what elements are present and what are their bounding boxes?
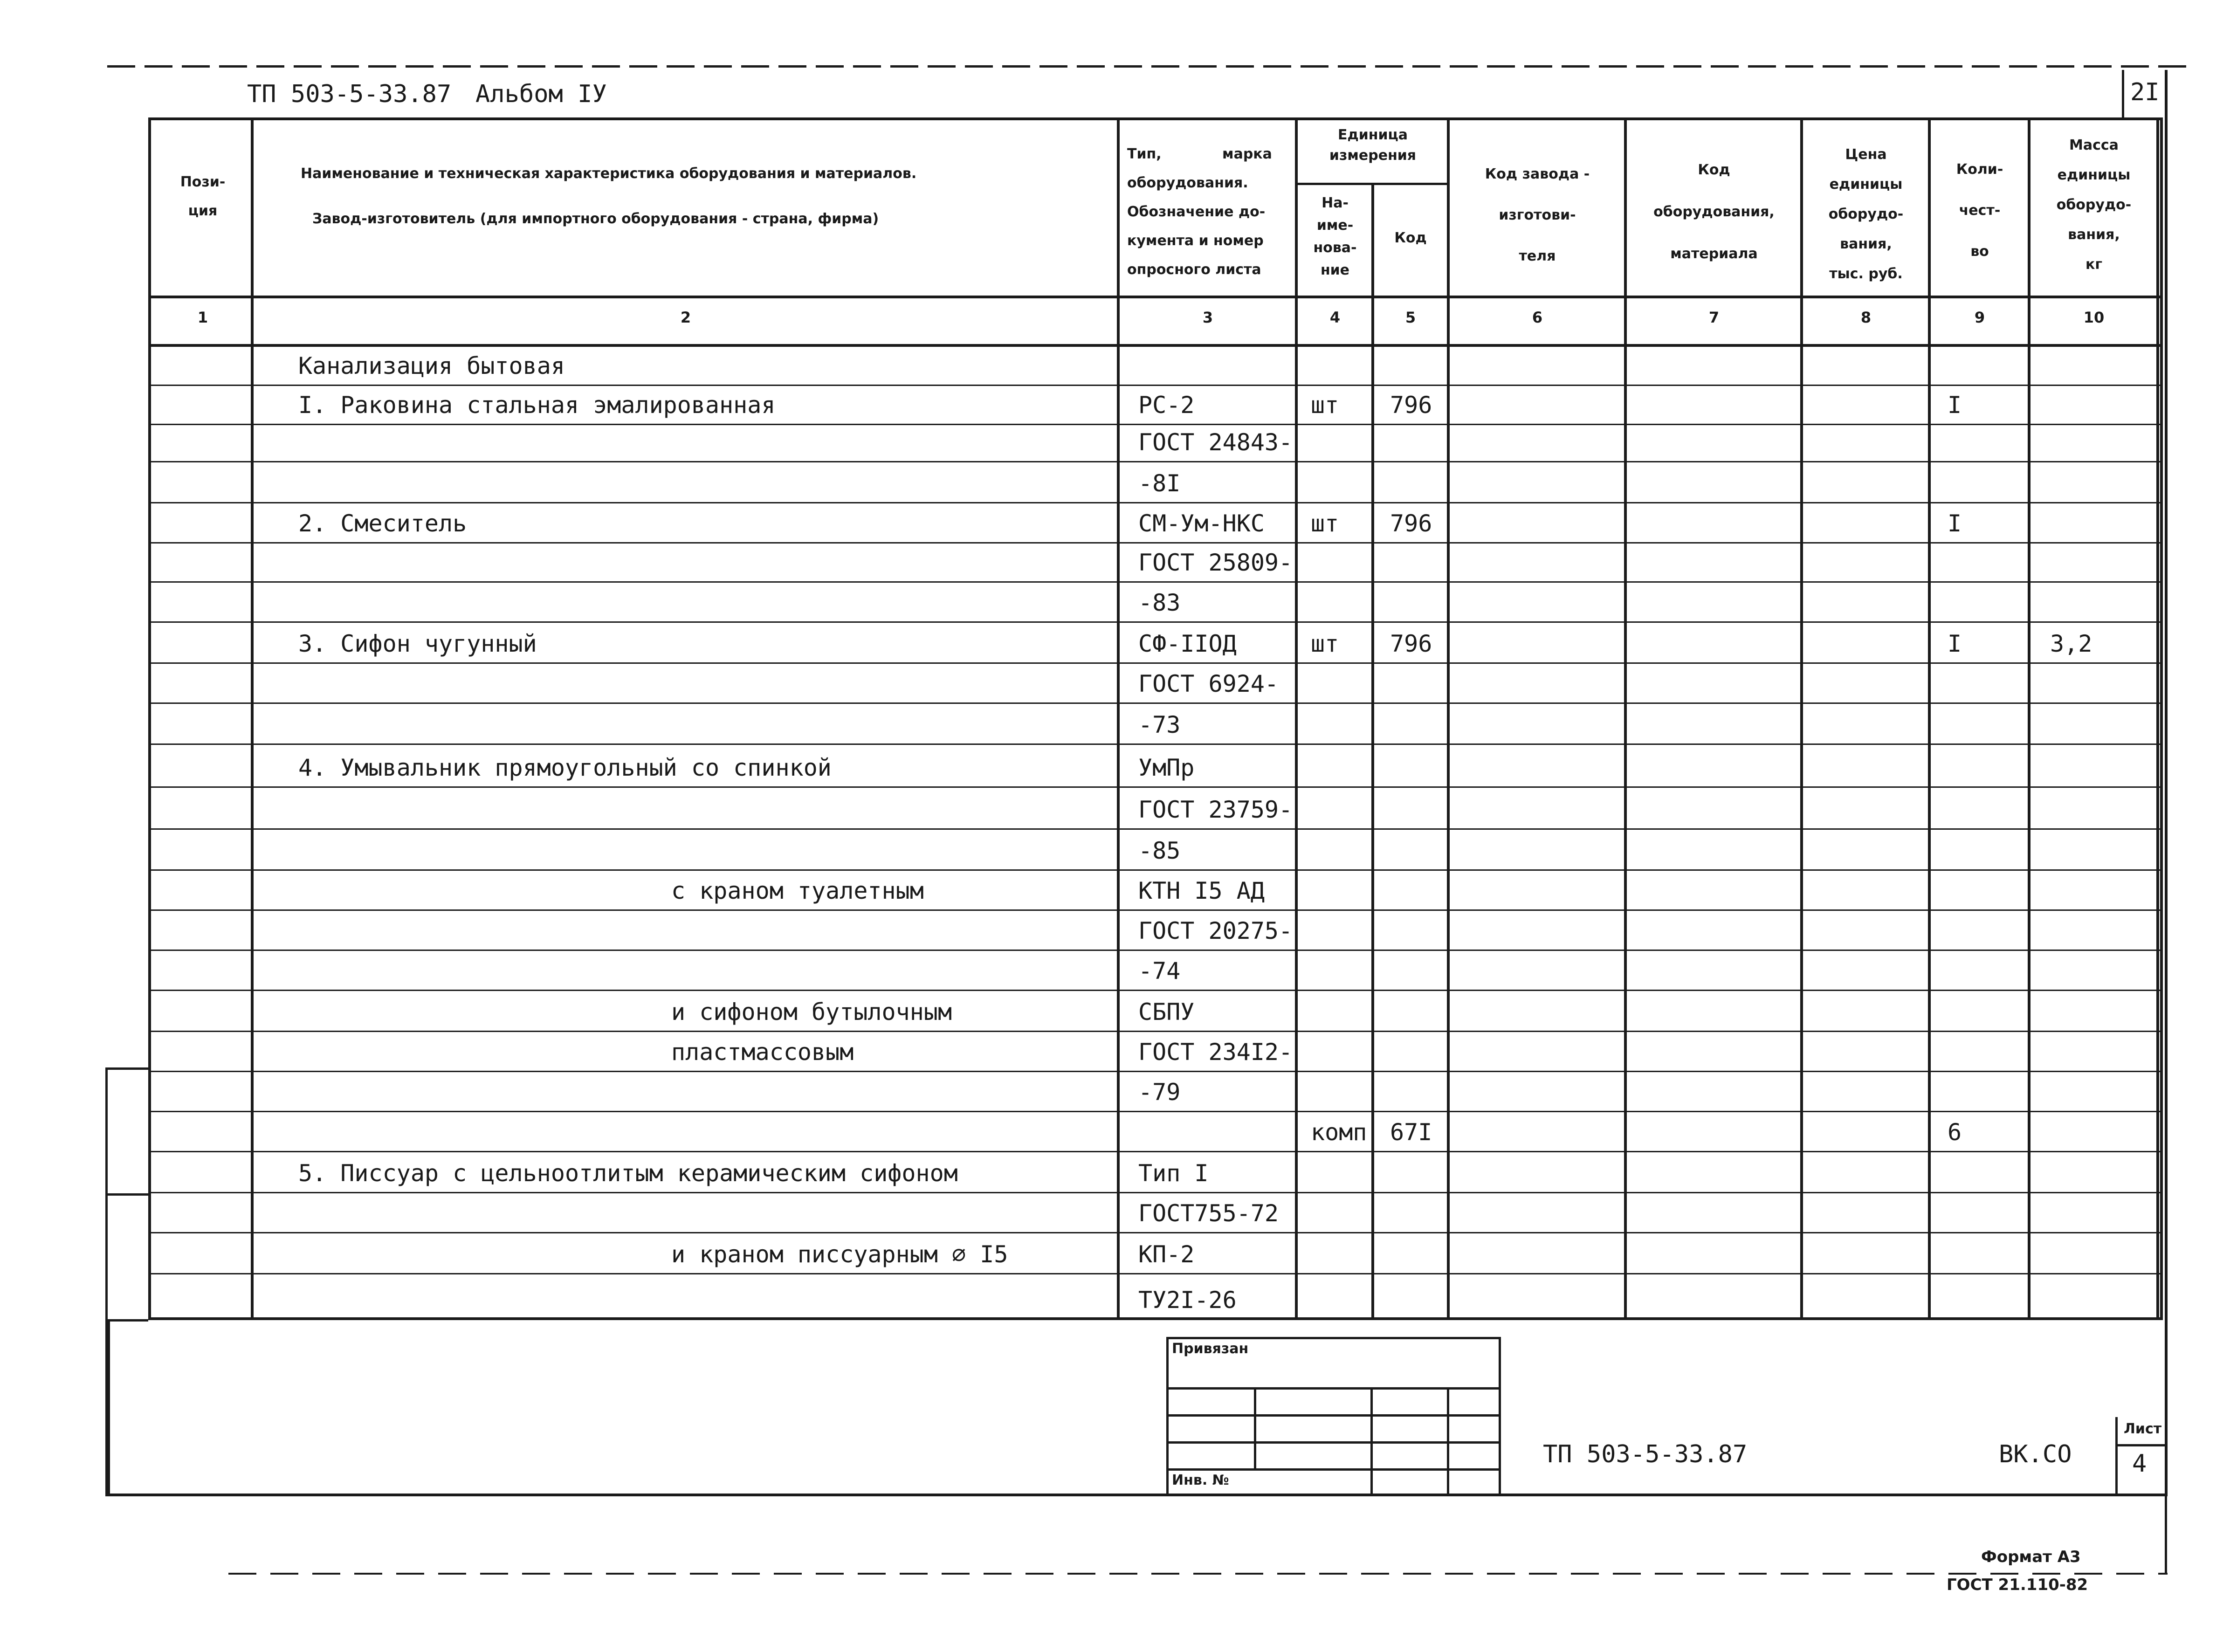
header-col10-line: единицы [2057,167,2131,183]
item-quantity: I [1948,392,1962,419]
item-type: РС-2 [1138,392,1195,419]
header-col6-line: теля [1519,248,1556,264]
header-col8-line: тыс. руб. [1829,266,1903,282]
item-type: Тип I [1138,1160,1209,1187]
header-col6 [1450,154,1625,277]
header-col6-line: изготови- [1499,207,1576,223]
col-number-7: 7 [1708,309,1720,326]
table-row-rule [148,828,2163,830]
page-number: 2I [2130,78,2160,106]
item-type: КП-2 [1138,1241,1195,1268]
item-quantity: 6 [1948,1119,1962,1146]
header-col8-line: вания, [1840,236,1892,252]
item-type: -79 [1138,1079,1181,1106]
col-number-3: 3 [1202,309,1213,326]
item-type: СМ-Ум-НКС [1138,510,1265,537]
item-type: -74 [1138,957,1181,984]
binding-strip-rule [105,1193,148,1196]
item-type: СФ-IIОД [1138,630,1237,657]
col-number-4: 4 [1329,309,1341,326]
col-number-6: 6 [1532,309,1543,326]
table-row-rule [148,1273,2163,1274]
item-type: -73 [1138,711,1181,738]
table-row-rule [148,1071,2163,1072]
standard-label: ГОСТ 21.110-82 [1947,1576,2088,1594]
header-bottom-rule [148,296,2163,298]
stamp-rule [1166,1441,1501,1444]
item-type: ГОСТ 6924- [1138,670,1279,697]
header-col10-line: кг [2085,256,2103,273]
header-col4-line: име- [1316,217,1354,234]
table-row-rule [148,1232,2163,1233]
title-block-doc-code: ТП 503-5-33.87 [1543,1440,1748,1468]
item-type: ГОСТ755-72 [1138,1200,1279,1227]
col-number-9: 9 [1974,309,1985,326]
right-border [2165,70,2168,1496]
table-row-rule [148,461,2163,462]
header-col3-line: оборудования. [1127,175,1248,191]
stamp-rule [1166,1468,1501,1471]
table-row-rule [148,581,2163,583]
header-col10-line: Масса [2069,137,2119,153]
format-label: Формат А3 [1981,1548,2081,1566]
item-name: 2. Смеситель [298,510,467,537]
header-col7-line: Код [1698,162,1730,178]
col-line-2 [1117,117,1120,1320]
title-block-section: ВК.СО [1999,1440,2072,1468]
inventory-number-label: Инв. № [1172,1472,1229,1488]
header-col3-line: опросного листа [1127,262,1261,278]
header-col4-line: ние [1320,262,1350,278]
header-col8-line: единицы [1829,176,1903,193]
col-number-1: 1 [197,309,208,326]
table-row-rule [148,1192,2163,1193]
header-col10-line: вания, [2068,227,2120,243]
item-unit-code: 796 [1390,392,1432,419]
item-name: Канализация бытовая [298,352,565,379]
table-row-rule [148,542,2163,544]
stamp-col [1370,1387,1373,1496]
header-col8-line: Цена [1845,146,1887,163]
col-line-6 [1624,117,1627,1320]
table-row-rule [148,1111,2163,1112]
header-col1-line: ция [188,203,218,219]
table-row-rule [148,869,2163,871]
col-line-1 [251,117,254,1320]
top-dashed-line [107,65,2186,68]
header-col8-line: оборудо- [1828,206,1904,222]
item-name: и краном писсуарным ∅ I5 [671,1241,1008,1268]
header-col2-line1: Наименование и техническая характеристика оборудования и материалов. [301,165,917,182]
item-type: ГОСТ 20275- [1138,917,1293,944]
col-line-5 [1447,117,1450,1320]
header-col5: Код [1394,230,1427,246]
table-row-rule [148,702,2163,704]
page-number-box-left [2122,70,2124,119]
album-label: Альбом IУ [475,80,607,108]
item-unit-code: 796 [1390,630,1432,657]
col-line-10 [2156,117,2159,1320]
item-unit-code: 67I [1390,1119,1432,1146]
document-code: ТП 503-5-33.87 [247,80,452,108]
item-name: 5. Писсуар с цельноотлитым керамическим сифоном [298,1160,958,1187]
sheet-box-rule [2115,1444,2168,1446]
header-col9-line: чест- [1959,202,2001,219]
header-col10 [2030,131,2157,280]
col-number-8: 8 [1860,309,1872,326]
numbers-bottom-rule [148,344,2163,347]
item-type: -83 [1138,589,1181,616]
item-name: с краном туалетным [671,877,924,904]
item-name: 4. Умывальник прямоугольный со спинкой [298,754,832,781]
table-row-rule [148,786,2163,788]
header-unit-group [1298,125,1448,166]
header-col4-line: На- [1321,195,1349,211]
col-line-8 [1928,117,1931,1320]
item-quantity: I [1948,630,1962,657]
item-type: ГОСТ 24843- [1138,429,1293,456]
col-number-10: 10 [2083,309,2105,326]
item-unit: шт [1311,630,1339,657]
item-unit: шт [1311,510,1339,537]
table-row-rule [148,502,2163,503]
item-type: КТН I5 АД [1138,877,1265,904]
unit-group-rule [1295,183,1450,185]
item-name: и сифоном бутылочным [671,998,952,1026]
header-col6-line: Код завода - [1485,166,1590,182]
item-quantity: I [1948,510,1962,537]
stamp-rule [1166,1387,1501,1390]
table-row-rule [148,990,2163,991]
header-col3 [1127,140,1295,284]
col-line-7 [1800,117,1803,1320]
table-row-rule [148,743,2163,745]
header-col10-line: оборудо- [2056,197,2132,213]
binding-strip-rule [105,1067,148,1070]
item-type: -8I [1138,470,1181,497]
item-type: ГОСТ 234I2- [1138,1039,1293,1066]
bottom-right-rule [2165,1496,2167,1575]
stamp-rule [1166,1414,1501,1417]
header-col4 [1298,192,1372,282]
item-name: I. Раковина стальная эмалированная [298,392,776,419]
item-unit-code: 796 [1390,510,1432,537]
header-col2-line2: Завод-изготовитель (для импортного оборудования - страна, фирма) [312,211,879,227]
item-type: УмПр [1138,754,1195,781]
table-row-rule [148,424,2163,425]
item-type: ГОСТ 25809- [1138,549,1293,576]
binding-stamp-label: Привязан [1172,1341,1249,1357]
sheet-number: 4 [2132,1450,2147,1478]
header-col9-line: во [1970,243,1989,260]
col-line-9 [2028,117,2030,1320]
header-col4-line: нова- [1313,240,1357,256]
header-col3-line: Тип, марка [1127,146,1272,162]
item-type: ГОСТ 23759- [1138,796,1293,823]
table-row-rule [148,621,2163,623]
table-row-rule [148,385,2163,386]
table-row-rule [148,1151,2163,1152]
col-number-5: 5 [1405,309,1416,326]
item-name: 3. Сифон чугунный [298,630,537,657]
table-row-rule [148,950,2163,951]
col-line-3 [1295,117,1298,1320]
header-col9 [1931,149,2029,272]
stamp-col [1254,1387,1256,1468]
bottom-dashed-line [228,1573,2168,1575]
col-line-4 [1371,183,1374,1320]
header-col7 [1627,149,1801,275]
header-col7-line: материала [1670,246,1758,262]
header-col7-line: оборудования, [1653,204,1775,220]
item-type: -85 [1138,837,1181,864]
header-col1 [154,168,252,226]
col-number-2: 2 [680,309,691,326]
header-unit-group-line: измерения [1329,147,1417,164]
table-row-rule [148,662,2163,664]
header-col8 [1803,140,1929,289]
table-row-rule [148,1031,2163,1032]
stamp-col [1447,1387,1449,1496]
item-name: пластмассовым [671,1039,854,1066]
sheet-label: Лист [2124,1421,2162,1437]
item-type: СБПУ [1138,998,1195,1026]
header-col1-line: Пози- [180,174,226,190]
header-col9-line: Коли- [1956,161,2003,178]
item-unit: комп [1311,1119,1367,1146]
header-col3-line: кумента и номер [1127,233,1264,249]
table-row-rule [148,909,2163,911]
item-unit: шт [1311,392,1339,419]
title-block-frame [107,1320,2168,1496]
header-unit-group-line: Единица [1338,127,1408,143]
item-mass: 3,2 [2050,630,2092,657]
item-type: ТУ2I-26 [1138,1287,1237,1314]
header-col3-line: Обозначение до- [1127,204,1266,220]
